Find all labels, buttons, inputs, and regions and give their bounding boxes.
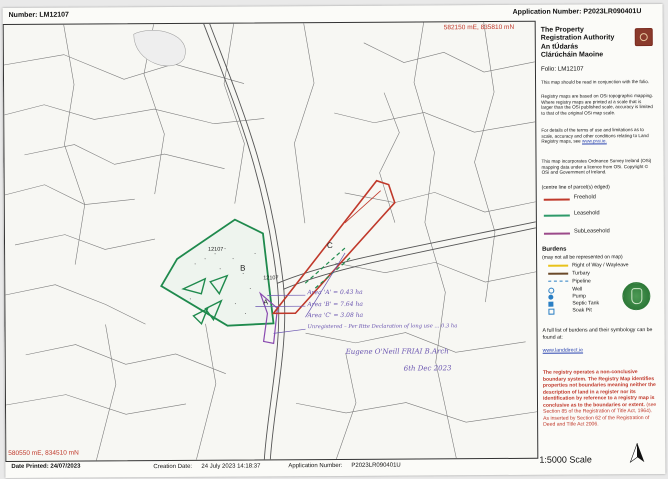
application-number-header: Application Number: P2023LR090401U xyxy=(512,8,642,16)
leasehold-swatch xyxy=(544,215,570,217)
freehold-swatch xyxy=(544,199,570,201)
application-number-label: Application Number: xyxy=(288,462,343,470)
septic-tank-icon xyxy=(548,302,553,307)
handwritten-signature: Eugene O'Neill FRIAI B.Arch xyxy=(345,347,449,356)
registry-map-sheet xyxy=(3,4,666,478)
legend-label: SubLeasehold xyxy=(573,228,610,235)
application-number-value: P2023LR090401U xyxy=(351,462,401,469)
right-of-way-symbol xyxy=(548,265,568,267)
handwritten-date: 6th Dec 2023 xyxy=(403,364,452,373)
burdens-title: Burdens xyxy=(542,246,567,253)
creation-date-label: Creation Date: xyxy=(153,463,193,471)
authority-line: The Property xyxy=(540,26,584,34)
centre-line-note: (centre line of parcel(s) edged) xyxy=(541,184,610,191)
burden-label: Pump xyxy=(572,293,586,300)
prai-link[interactable]: www.prai.ie. xyxy=(581,138,607,144)
map-area[interactable] xyxy=(3,21,539,462)
boundary-note-bold: The registry operates a non-conclusive boundary system. The Registry Map identifies properties not boundaries meaning neither the description of land in a register nor its identification by reference to a registry map is conclusive as to the boundaries or extent. xyxy=(542,369,656,409)
non-conclusive-boundary-note xyxy=(543,369,657,428)
map-scale xyxy=(539,454,592,464)
side-panel xyxy=(537,24,662,457)
authority-line: An tÚdarás xyxy=(540,43,579,51)
pipeline-symbol xyxy=(548,281,568,283)
burden-label: Soak Pit xyxy=(572,307,592,314)
authority-line: Registration Authority xyxy=(540,34,615,43)
date-printed: Date Printed: 24/07/2023 xyxy=(11,463,81,470)
creation-date-value: 24 July 2023 14:18:37 xyxy=(201,463,261,470)
field-boundaries xyxy=(4,22,538,461)
folio-number-header: Number: LM12107 xyxy=(8,11,69,19)
bottom-left-coordinate: 580550 mE, 834510 mN xyxy=(8,449,79,457)
pump-icon xyxy=(548,295,553,300)
top-right-coordinate: 582150 mE, 835810 mN xyxy=(443,23,515,32)
parcel-number-label: 12107 xyxy=(263,275,279,282)
legend-freehold xyxy=(542,194,654,204)
burden-label: Septic Tank xyxy=(572,300,600,307)
handwritten-area-b: Area 'B' = 7.64 ha xyxy=(307,300,363,309)
authority-name xyxy=(541,26,633,60)
turbary-symbol xyxy=(548,273,568,275)
subleasehold-swatch xyxy=(544,233,570,235)
authority-crest-icon xyxy=(635,28,653,46)
handwritten-unregistered-note: Unregistered – Per Rtte Declaration of long use ... 0.3 ha xyxy=(307,323,458,331)
scale-word: Scale xyxy=(569,454,592,465)
handwritten-area-c: Area 'C' = 3.08 ha xyxy=(307,311,364,320)
folio-label: Folio: LM12107 xyxy=(540,65,584,73)
soak-pit-icon xyxy=(548,309,554,315)
burden-turbary xyxy=(542,270,654,278)
legend-leasehold xyxy=(542,210,654,220)
scale-ratio: 1:5000 xyxy=(539,454,567,465)
burden-label: Pipeline xyxy=(572,278,591,285)
area-letter-c: C xyxy=(327,241,333,251)
burden-right-of-way xyxy=(542,262,654,270)
burdens-full-list-note: A full list of burdens and their symbology can be found at: xyxy=(542,327,653,341)
legend-label: Leasehold xyxy=(573,210,600,217)
freehold-internal-line xyxy=(345,191,381,223)
legend-label: Freehold xyxy=(573,194,596,201)
burden-label: Turbary xyxy=(572,270,590,277)
burden-label: Well xyxy=(572,286,583,293)
harp-seal-icon xyxy=(622,282,650,310)
read-with-folio-note: This map should be read in conjunction with the folio. xyxy=(541,79,650,85)
copyright-note: This map incorporates Ordnance Survey Ireland (OSi) mapping data under a licence from OSi. Copyright © OSi and Government of Ireland. xyxy=(541,158,652,176)
boundary-note-rest: (see Section 85 of the Registration of Title Act, 1964). As inserted by Section 62 of the Registration of Deed and Title Act 2006. xyxy=(543,401,657,428)
landdirect-link[interactable]: www.landdirect.ie xyxy=(542,347,584,354)
lane-markings xyxy=(305,248,350,288)
burdens-note: (may not all be represented on map) xyxy=(542,254,623,261)
terms-of-use-note xyxy=(541,127,653,145)
area-letter-a: A xyxy=(263,299,269,307)
parcel-number-label: 12107 xyxy=(208,246,224,253)
area-letter-b: B xyxy=(240,263,246,273)
pond xyxy=(134,30,186,66)
burden-label: Right of Way / Wayleave xyxy=(572,262,629,269)
authority-line: Clárúcháin Maoine xyxy=(540,51,604,59)
map-drawing xyxy=(4,22,538,461)
osi-mapping-note: Registry maps are based on OSi topographic mapping. Where registry maps are printed at a scale that is larger than the OSi published scale, accuracy is limited to that of the original OSi map scale. xyxy=(541,93,653,116)
legend-subleasehold xyxy=(542,228,654,238)
north-arrow-icon xyxy=(628,442,646,464)
handwritten-area-a: Area 'A' = 0.43 ha xyxy=(307,288,363,297)
terms-text: For details of the terms of use and limitations as to scale, accuracy and other conditions relating to Land Registry maps, see xyxy=(541,127,649,145)
